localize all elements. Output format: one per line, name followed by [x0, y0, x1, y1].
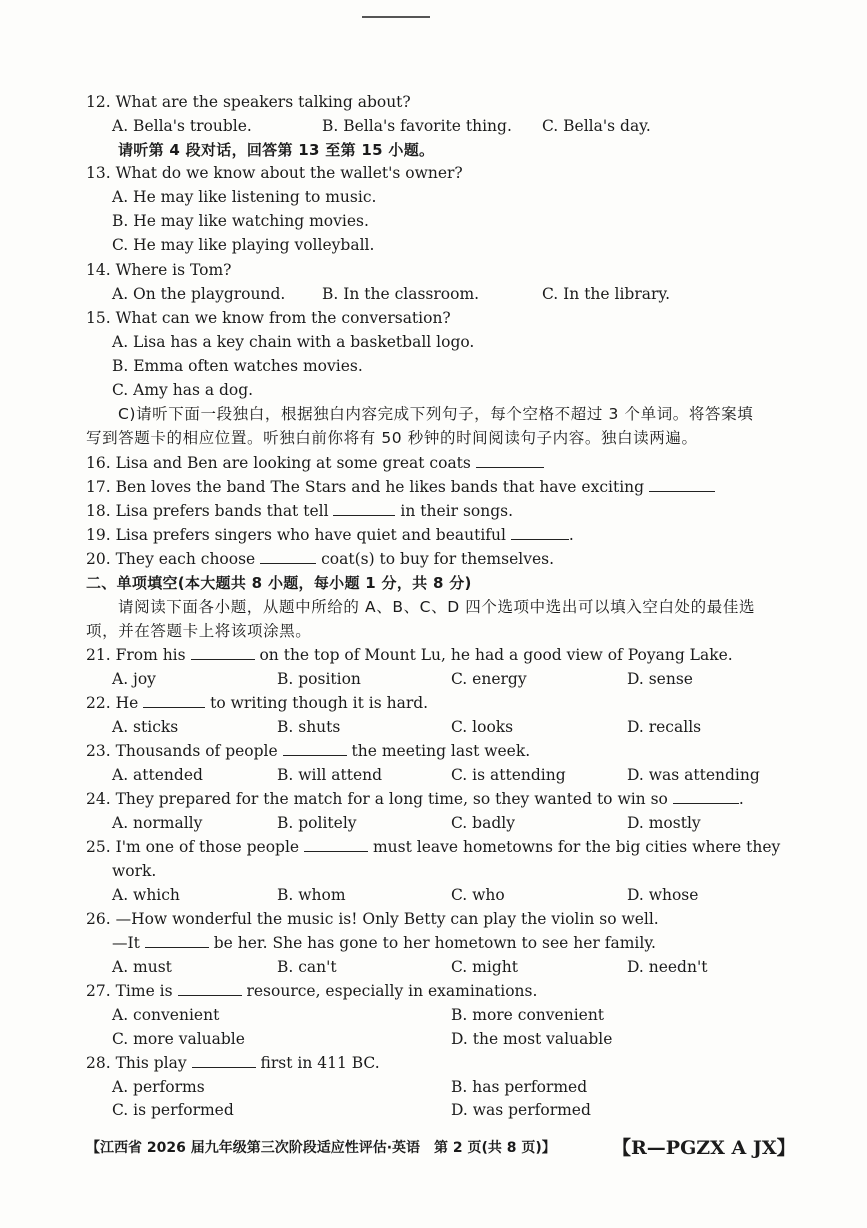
question-25-text: 25. I'm one of those people: [86, 838, 300, 856]
question-13-stem: 13. What do we know about the wallet's owner?: [86, 164, 463, 182]
question-28-option-b: B. has performed: [451, 1078, 588, 1096]
question-21-option-a: A. joy: [112, 670, 156, 688]
question-24-text: 24. They prepared for the match for a long time, so they wanted to win so: [86, 790, 668, 808]
question-28-option-a: A. performs: [112, 1078, 205, 1096]
question-17: [86, 477, 715, 497]
question-27-option-c: C. more valuable: [112, 1030, 245, 1048]
question-24-option-c: C. badly: [451, 814, 515, 832]
question-28-stem: [86, 1053, 380, 1073]
section-c-instruction-line2: 写到答题卡的相应位置。听独白前你将有 50 秒钟的时间阅读句子内容。独白读两遍。: [86, 429, 698, 447]
answer-blank: [191, 645, 255, 660]
question-23-text: 23. Thousands of people: [86, 742, 278, 760]
question-16: [86, 453, 544, 473]
question-26-line1: 26. —How wonderful the music is! Only Betty can play the violin so well.: [86, 910, 659, 928]
question-24-option-d: D. mostly: [627, 814, 701, 832]
question-20-text: 20. They each choose: [86, 550, 256, 568]
question-13-option-a: A. He may like listening to music.: [112, 188, 377, 206]
question-27-text-after: resource, especially in examinations.: [246, 982, 538, 1000]
question-16-text: 16. Lisa and Ben are looking at some great coats: [86, 454, 471, 472]
question-22-option-b: B. shuts: [277, 718, 341, 736]
question-28-option-d: D. was performed: [451, 1101, 591, 1119]
answer-blank: [192, 1053, 256, 1068]
question-23-option-c: C. is attending: [451, 766, 566, 784]
question-21-stem: [86, 645, 733, 665]
question-12-option-c: C. Bella's day.: [542, 117, 651, 135]
question-25-option-a: A. which: [112, 886, 180, 904]
question-24-option-a: A. normally: [112, 814, 203, 832]
question-19-text-after: .: [568, 526, 574, 544]
question-28-text: 28. This play: [86, 1054, 187, 1072]
question-22-option-a: A. sticks: [112, 718, 179, 736]
question-15-stem: 15. What can we know from the conversation?: [86, 309, 451, 327]
question-14-option-a: A. On the playground.: [112, 285, 286, 303]
question-17-text: 17. Ben loves the band The Stars and he likes bands that have exciting: [86, 478, 645, 496]
question-12-option-a: A. Bella's trouble.: [112, 117, 252, 135]
answer-blank: [476, 453, 544, 468]
question-27-text: 27. Time is: [86, 982, 173, 1000]
dialogue-4-instruction: 请听第 4 段对话，回答第 13 至第 15 小题。: [118, 141, 435, 159]
question-22-text: 22. He: [86, 694, 139, 712]
page-footer: 【江西省 2026 届九年级第三次阶段适应性评估·英语 第 2 页(共 8 页)】: [86, 1140, 556, 1156]
question-27-option-d: D. the most valuable: [451, 1030, 613, 1048]
question-18-text-after: in their songs.: [400, 502, 514, 520]
answer-blank: [283, 741, 347, 756]
question-26-option-b: B. can't: [277, 958, 337, 976]
question-25-continuation: work.: [112, 862, 157, 880]
question-27-option-b: B. more convenient: [451, 1006, 605, 1024]
question-22-option-c: C. looks: [451, 718, 514, 736]
part-2-instruction-line1: 请阅读下面各小题，从题中所给的 A、B、C、D 四个选项中选出可以填入空白处的最佳选: [118, 598, 756, 616]
question-26-option-c: C. might: [451, 958, 518, 976]
header-rule: [362, 16, 430, 18]
question-15-option-a: A. Lisa has a key chain with a basketball logo.: [112, 333, 475, 351]
question-20-text-after: coat(s) to buy for themselves.: [321, 550, 555, 568]
question-14-stem: 14. Where is Tom?: [86, 261, 232, 279]
section-c-instruction-line1: C)请听下面一段独白，根据独白内容完成下列句子，每个空格不超过 3 个单词。将答案填: [118, 405, 754, 423]
question-12-stem: 12. What are the speakers talking about?: [86, 93, 411, 111]
question-23-text-after: the meeting last week.: [351, 742, 531, 760]
answer-blank: [511, 525, 569, 540]
question-27-stem: [86, 981, 537, 1001]
question-26-line2: [112, 933, 656, 953]
question-14-option-c: C. In the library.: [542, 285, 671, 303]
answer-blank: [304, 837, 368, 852]
question-21-option-d: D. sense: [627, 670, 693, 688]
question-21-text: 21. From his: [86, 646, 186, 664]
question-24-stem: [86, 789, 744, 809]
question-12-option-b: B. Bella's favorite thing.: [322, 117, 512, 135]
question-21-option-b: B. position: [277, 670, 361, 688]
question-24-text-after: .: [738, 790, 744, 808]
answer-blank: [673, 789, 739, 804]
question-15-option-c: C. Amy has a dog.: [112, 381, 254, 399]
question-25-option-c: C. who: [451, 886, 505, 904]
question-26-option-a: A. must: [112, 958, 172, 976]
exam-code: 【R—PGZX A JX】: [612, 1137, 796, 1159]
question-22-stem: [86, 693, 428, 713]
question-19-text: 19. Lisa prefers singers who have quiet and beautiful: [86, 526, 506, 544]
answer-blank: [260, 549, 316, 564]
question-26-text-after: be her. She has gone to her hometown to see her family.: [213, 934, 656, 952]
question-20: [86, 549, 554, 569]
question-13-option-b: B. He may like watching movies.: [112, 212, 369, 230]
question-18-text: 18. Lisa prefers bands that tell: [86, 502, 329, 520]
question-25-option-d: D. whose: [627, 886, 699, 904]
question-26-text: —It: [112, 934, 140, 952]
question-24-option-b: B. politely: [277, 814, 357, 832]
question-15-option-b: B. Emma often watches movies.: [112, 357, 363, 375]
part-2-title: 二、单项填空(本大题共 8 小题，每小题 1 分，共 8 分): [86, 574, 472, 592]
question-26-option-d: D. needn't: [627, 958, 708, 976]
question-23-stem: [86, 741, 530, 761]
question-14-option-b: B. In the classroom.: [322, 285, 480, 303]
question-21-option-c: C. energy: [451, 670, 527, 688]
answer-blank: [178, 981, 242, 996]
answer-blank: [145, 933, 209, 948]
answer-blank: [649, 477, 715, 492]
question-28-option-c: C. is performed: [112, 1101, 234, 1119]
question-25-text-after: must leave hometowns for the big cities where they: [372, 838, 781, 856]
answer-blank: [333, 501, 395, 516]
question-22-text-after: to writing though it is hard.: [210, 694, 429, 712]
question-23-option-d: D. was attending: [627, 766, 760, 784]
question-22-option-d: D. recalls: [627, 718, 702, 736]
question-28-text-after: first in 411 BC.: [260, 1054, 380, 1072]
question-25-stem: [86, 837, 780, 857]
question-19: [86, 525, 574, 545]
answer-blank: [143, 693, 205, 708]
question-27-option-a: A. convenient: [112, 1006, 220, 1024]
question-25-option-b: B. whom: [277, 886, 346, 904]
question-23-option-b: B. will attend: [277, 766, 383, 784]
question-23-option-a: A. attended: [112, 766, 203, 784]
question-18: [86, 501, 513, 521]
part-2-instruction-line2: 项，并在答题卡上将该项涂黑。: [86, 622, 312, 640]
question-21-text-after: on the top of Mount Lu, he had a good view of Poyang Lake.: [259, 646, 733, 664]
question-13-option-c: C. He may like playing volleyball.: [112, 236, 375, 254]
